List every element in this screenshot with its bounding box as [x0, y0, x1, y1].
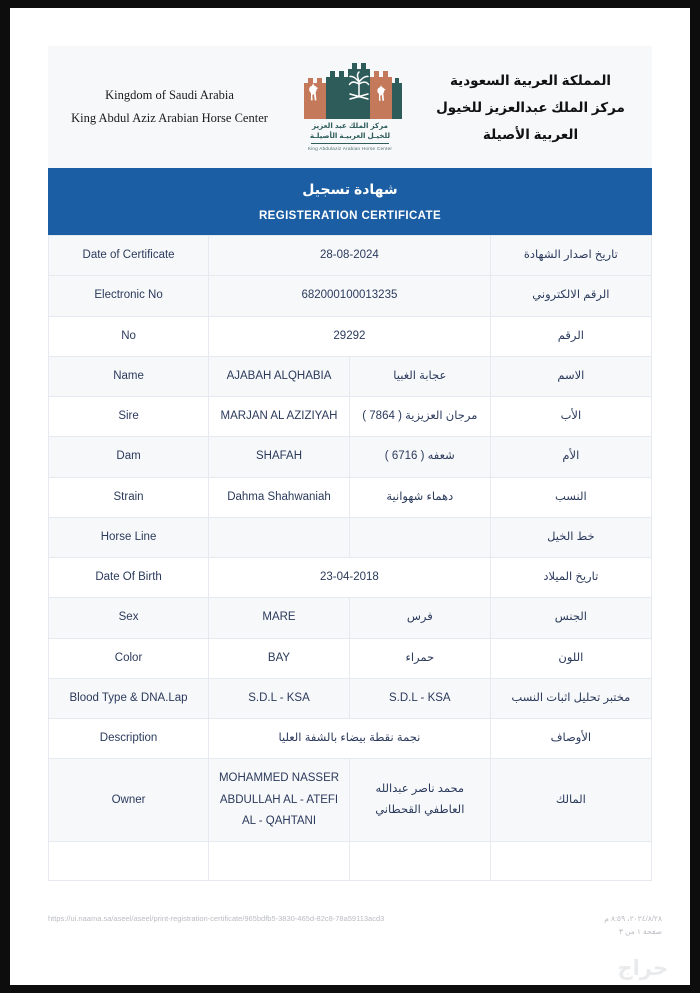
row-english-label: Date of Certificate	[49, 236, 209, 276]
row-merged-value: 23-04-2018	[209, 558, 491, 598]
print-footer	[48, 913, 662, 939]
certificate-header	[48, 46, 652, 168]
table-row	[49, 236, 652, 276]
logo-english-caption: King Abdulaziz Arabian Horse Center	[307, 145, 393, 151]
row-arabic-label	[490, 842, 651, 881]
row-arabic-label: تاريخ الميلاد	[490, 558, 651, 598]
header-arabic-line-1: المملكة العربية السعودية	[449, 72, 612, 88]
row-arabic-value: S.D.L - KSA	[349, 678, 490, 718]
table-row	[49, 678, 652, 718]
header-english-line-2: King Abdul Aziz Arabian Horse Center	[71, 111, 268, 125]
row-english-label: Sex	[49, 598, 209, 638]
row-english-value	[209, 842, 350, 881]
logo-arabic-line-2: للخيـل العربيـة الأصيلـة	[309, 131, 391, 140]
table-row	[49, 316, 652, 356]
certificate-title-bar	[48, 168, 652, 235]
row-arabic-label: خط الخيل	[490, 517, 651, 557]
row-english-label: Name	[49, 356, 209, 396]
row-arabic-value: محمد ناصر عبدالله العاطفي القحطاني	[349, 759, 490, 842]
footer-meta	[604, 913, 662, 939]
table-row	[49, 517, 652, 557]
header-arabic-line-2: مركز الملك عبدالعزيز للخيول العربية الأصيلة	[436, 99, 625, 142]
row-english-value: S.D.L - KSA	[209, 678, 350, 718]
footer-timestamp: ٢٠٢٤/٨/٢٨، ٨:٥٩ م	[604, 914, 662, 923]
header-english-titles	[62, 84, 277, 130]
certificate-page	[10, 8, 690, 985]
row-english-label: Strain	[49, 477, 209, 517]
row-english-value: MOHAMMED NASSER ABDULLAH AL - ATEFI AL - QAHTANI	[209, 759, 350, 842]
row-arabic-value: عجابة الغبيا	[349, 356, 490, 396]
row-arabic-label: الجنس	[490, 598, 651, 638]
certificate-title-arabic: شهادة تسجيل	[302, 181, 398, 197]
row-english-label: Blood Type & DNA.Lap	[49, 678, 209, 718]
table-row	[49, 759, 652, 842]
table-row	[49, 437, 652, 477]
table-row	[49, 598, 652, 638]
table-row	[49, 397, 652, 437]
row-merged-value: 682000100013235	[209, 276, 491, 316]
row-english-label: Sire	[49, 397, 209, 437]
footer-page-indicator: صفحة ١ من ٣	[618, 926, 662, 936]
row-arabic-label: الاسم	[490, 356, 651, 396]
row-arabic-label: النسب	[490, 477, 651, 517]
table-row	[49, 842, 652, 881]
row-arabic-label: الرقم	[490, 316, 651, 356]
horse-center-logo	[294, 63, 406, 150]
row-merged-value: 28-08-2024	[209, 236, 491, 276]
row-english-label: Owner	[49, 759, 209, 842]
table-row	[49, 719, 652, 759]
row-arabic-value: فرس	[349, 598, 490, 638]
row-arabic-label: الأم	[490, 437, 651, 477]
row-english-label: Dam	[49, 437, 209, 477]
row-arabic-label: المالك	[490, 759, 651, 842]
certificate-title-english: REGISTERATION CERTIFICATE	[258, 210, 442, 222]
logo-divider	[311, 143, 389, 144]
row-arabic-value: شعفه ( 6716 )	[349, 437, 490, 477]
row-arabic-label: تاريخ اصدار الشهادة	[490, 236, 651, 276]
row-arabic-label: الأوصاف	[490, 719, 651, 759]
watermark-text: حراج	[617, 957, 668, 980]
row-arabic-label: اللون	[490, 638, 651, 678]
row-english-label: Electronic No	[49, 276, 209, 316]
row-merged-value: 29292	[209, 316, 491, 356]
row-english-value: MARE	[209, 598, 350, 638]
table-row	[49, 558, 652, 598]
header-arabic-titles	[423, 67, 638, 148]
row-arabic-value	[349, 842, 490, 881]
row-english-value	[209, 517, 350, 557]
row-arabic-value: حمراء	[349, 638, 490, 678]
logo-arabic-text	[310, 121, 390, 140]
row-english-value: AJABAH ALQHABIA	[209, 356, 350, 396]
row-arabic-label: الرقم الالكتروني	[490, 276, 651, 316]
logo-emblem-icon	[298, 63, 402, 119]
footer-source-url: https://ui.naama.sa/aseel/aseel/print-registration-certificate/965bdfb5-3830-465d-82c8-78a59113acd3	[48, 914, 385, 923]
row-english-value: Dahma Shahwaniah	[209, 477, 350, 517]
certificate-body	[48, 46, 652, 881]
row-english-label: No	[49, 316, 209, 356]
row-arabic-label: مختبر تحليل اثبات النسب	[490, 678, 651, 718]
row-arabic-label: الأب	[490, 397, 651, 437]
certificate-data-table	[48, 235, 652, 881]
row-english-label: Description	[49, 719, 209, 759]
row-arabic-value: دهماء شهوانية	[349, 477, 490, 517]
row-merged-value: نجمة نقطة بيضاء بالشفة العليا	[209, 719, 491, 759]
row-english-label: Color	[49, 638, 209, 678]
logo-arabic-line-1: مركز الملك عبد العزيز	[311, 121, 389, 131]
table-row	[49, 638, 652, 678]
row-english-value: BAY	[209, 638, 350, 678]
table-row	[49, 477, 652, 517]
row-english-label	[49, 842, 209, 881]
row-arabic-value	[349, 517, 490, 557]
certificate-table-body	[49, 236, 652, 881]
row-english-value: SHAFAH	[209, 437, 350, 477]
header-english-line-1: Kingdom of Saudi Arabia	[105, 87, 234, 102]
table-row	[49, 356, 652, 396]
row-english-label: Date Of Birth	[49, 558, 209, 598]
row-english-label: Horse Line	[49, 517, 209, 557]
table-row	[49, 276, 652, 316]
row-arabic-value: مرجان العزيزية ( 7864 )	[349, 397, 490, 437]
row-english-value: MARJAN AL AZIZIYAH	[209, 397, 350, 437]
